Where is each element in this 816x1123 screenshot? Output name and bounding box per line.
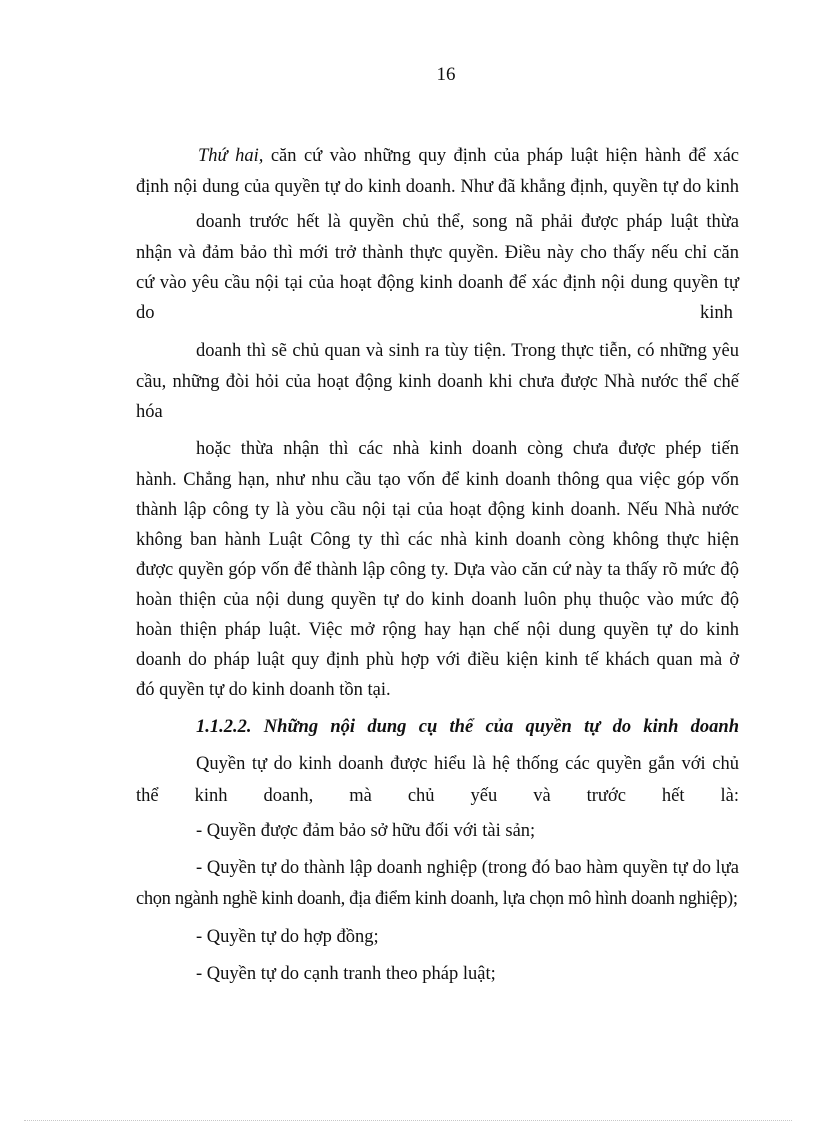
p4-line-4: không ban hành Luật Công ty thì các nhà kinh doanh còng không thực hiện	[136, 530, 739, 550]
p4-line-8: doanh do pháp luật quy định phù hợp với điều kiện kinh tế khách quan mà ở	[136, 650, 739, 670]
footer-dotted-rule	[24, 1120, 792, 1121]
p2-line-3: cứ vào yêu cầu nội tại của hoạt động kinh doanh để xác định nội dung quyền tự	[136, 273, 739, 293]
p3-line-2: cầu, những đòi hỏi của hoạt động kinh doanh khi chưa được Nhà nước thể chế	[136, 372, 739, 392]
section-heading: 1.1.2.2. Những nội dung cụ thể của quyền tự do kinh doanh	[196, 717, 739, 737]
list-item-enterprise-line-2: chọn ngành nghề kinh doanh, địa điểm kinh doanh, lựa chọn mô hình doanh nghiệp);	[136, 889, 738, 909]
p4-line-5: được quyền góp vốn để thành lập công ty. Dựa vào căn cứ này ta thấy rõ mức độ	[136, 560, 739, 580]
p1-line-1	[198, 145, 739, 167]
p2-line-4-right: kinh	[700, 303, 733, 323]
p1-lead-italic: Thứ hai,	[198, 146, 264, 166]
list-item-competition: - Quyền tự do cạnh tranh theo pháp luật;	[196, 964, 496, 984]
p4-line-7: hoàn thiện pháp luật. Việc mở rộng hay hạn chế nội dung quyền tự do kinh	[136, 620, 739, 640]
p1-line-1-text: căn cứ vào những quy định của pháp luật hiện hành để xác	[263, 146, 739, 166]
list-item-property: - Quyền được đảm bảo sở hữu đối với tài sản;	[196, 821, 536, 841]
p1-line-2: định nội dung của quyền tự do kinh doanh. Như đã khẳng định, quyền tự do kinh	[136, 177, 739, 197]
p4-line-9: đó quyền tự do kinh doanh tồn tại.	[136, 680, 391, 700]
list-item-enterprise-line-1: - Quyền tự do thành lập doanh nghiệp (trong đó bao hàm quyền tự do lựa	[196, 858, 739, 878]
p2-line-2: nhận và đảm bảo thì mới trở thành thực quyền. Điều này cho thấy nếu chỉ căn	[136, 243, 739, 263]
p2-line-4-left: do	[136, 303, 155, 323]
p4-line-2: hành. Chẳng hạn, như nhu cầu tạo vốn để kinh doanh thông qua việc góp vốn	[136, 470, 739, 490]
p3-line-1: doanh thì sẽ chủ quan và sinh ra tùy tiện. Trong thực tiễn, có những yêu	[196, 341, 739, 361]
list-item-contract: - Quyền tự do hợp đồng;	[196, 927, 379, 947]
p2-line-1: doanh trước hết là quyền chủ thể, song nã phải được pháp luật thừa	[196, 212, 739, 232]
p4-line-1: hoặc thừa nhận thì các nhà kinh doanh còng chưa được phép tiến	[196, 439, 739, 459]
p4-line-6: hoàn thiện của nội dung quyền tự do kinh doanh luôn phụ thuộc vào mức độ	[136, 590, 739, 610]
p3-line-3: hóa	[136, 402, 163, 422]
p5-line-2: thể kinh doanh, mà chủ yếu và trước hết là:	[136, 786, 739, 806]
p5-line-1: Quyền tự do kinh doanh được hiểu là hệ thống các quyền gắn với chủ	[196, 754, 739, 774]
page-number: 16	[436, 64, 456, 85]
p4-line-3: thành lập công ty là yòu cầu nội tại của hoạt động kinh doanh. Nếu Nhà nước	[136, 500, 739, 520]
